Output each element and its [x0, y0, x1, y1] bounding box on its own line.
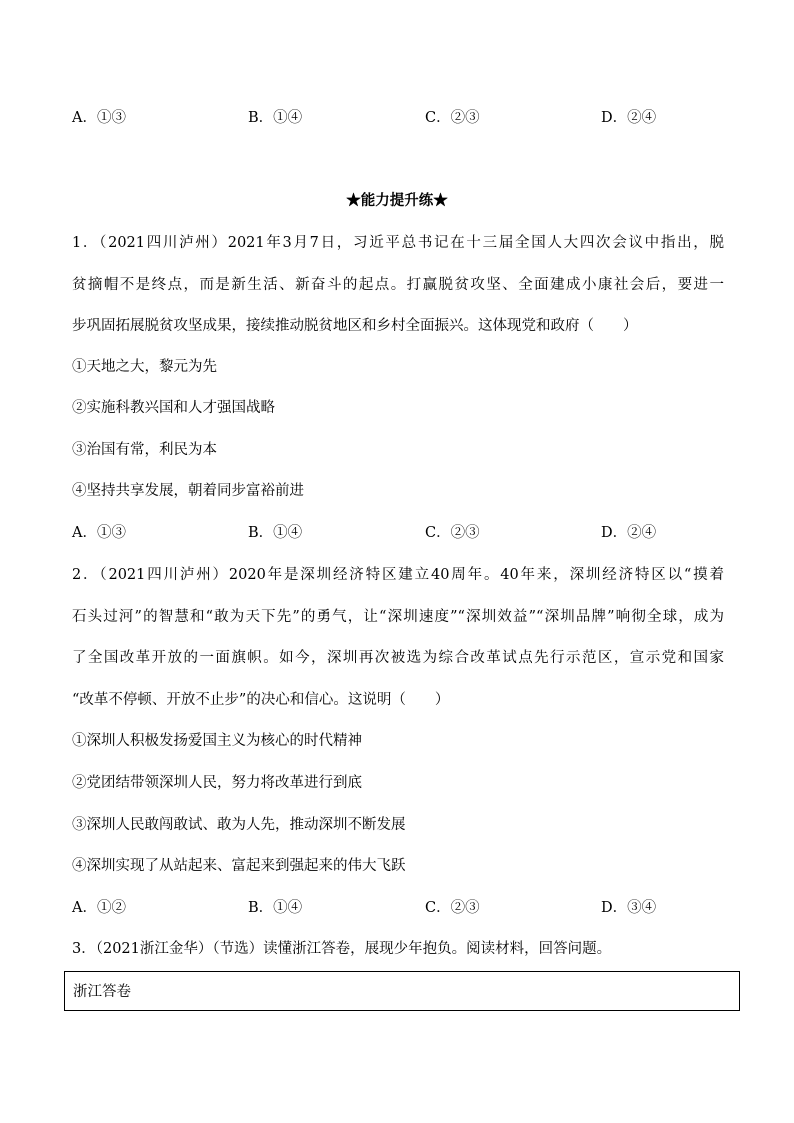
option-a: A．①③	[72, 110, 126, 126]
question-1-statement: ②实施科教兴国和人才强国战略	[72, 400, 275, 416]
option-a: A．①②	[72, 900, 126, 916]
option-b: B．①④	[248, 110, 303, 126]
option-d: D．②④	[601, 525, 657, 541]
question-1-options	[72, 523, 724, 543]
question-1-line: 步巩固拓展脱贫攻坚成果，接续推动脱贫地区和乡村全面振兴。这体现党和政府（ ）	[72, 318, 638, 334]
question-1-statement: ①天地之大，黎元为先	[72, 359, 217, 375]
section-heading: ★能力提升练★	[346, 192, 448, 209]
question-2-statement: ④深圳实现了从站起来、富起来到强起来的伟大飞跃	[72, 858, 406, 874]
option-c: C．②③	[425, 110, 480, 126]
question-2-line: 2．（2021四川泸州）2020年是深圳经济特区建立40周年。40年来，深圳经济特区以“摸着	[72, 567, 724, 583]
option-d: D．②④	[601, 110, 657, 126]
question-1-line: 1．（2021四川泸州）2021年3月7日，习近平总书记在十三届全国人大四次会议中指出，脱	[72, 235, 724, 251]
question-2-statement: ③深圳人民敢闯敢试、敢为人先，推动深圳不断发展	[72, 817, 406, 833]
question-2-statement: ①深圳人积极发扬爱国主义为核心的时代精神	[72, 733, 362, 749]
option-b: B．①④	[248, 525, 303, 541]
option-c: C．②③	[425, 900, 480, 916]
question-2-statement: ②党团结带领深圳人民，努力将改革进行到底	[72, 775, 362, 791]
question-2-line: “改革不停顿、开放不止步”的决心和信心。这说明（ ）	[72, 691, 450, 708]
material-box-title: 浙江答卷	[73, 984, 131, 1000]
question-1-statement: ③治国有常，利民为本	[72, 442, 217, 458]
question-1-line: 贫摘帽不是终点，而是新生活、新奋斗的起点。打赢脱贫攻坚、全面建成小康社会后，要进一	[72, 276, 724, 293]
question-2-stem	[72, 555, 724, 721]
option-c: C．②③	[425, 525, 480, 541]
option-a: A．①③	[72, 525, 126, 541]
material-box	[64, 971, 740, 1011]
question-2-options	[72, 898, 724, 918]
question-2-line: 石头过河”的智慧和“敢为天下先”的勇气，让“深圳速度”“深圳效益”“深圳品牌”响彻全球，成为	[72, 608, 724, 625]
question-2-line: 了全国改革开放的一面旗帜。如今，深圳再次被选为综合改革试点先行示范区，宣示党和国家	[72, 650, 724, 666]
question-1-statement: ④坚持共享发展，朝着同步富裕前进	[72, 483, 304, 499]
option-d: D．③④	[601, 900, 657, 916]
question-3-stem: 3．（2021浙江金华）（节选）读懂浙江答卷，展现少年抱负。阅读材料，回答问题。	[72, 941, 612, 957]
prev-question-options	[72, 108, 724, 128]
option-b: B．①④	[248, 900, 303, 916]
question-1-stem	[72, 223, 724, 348]
